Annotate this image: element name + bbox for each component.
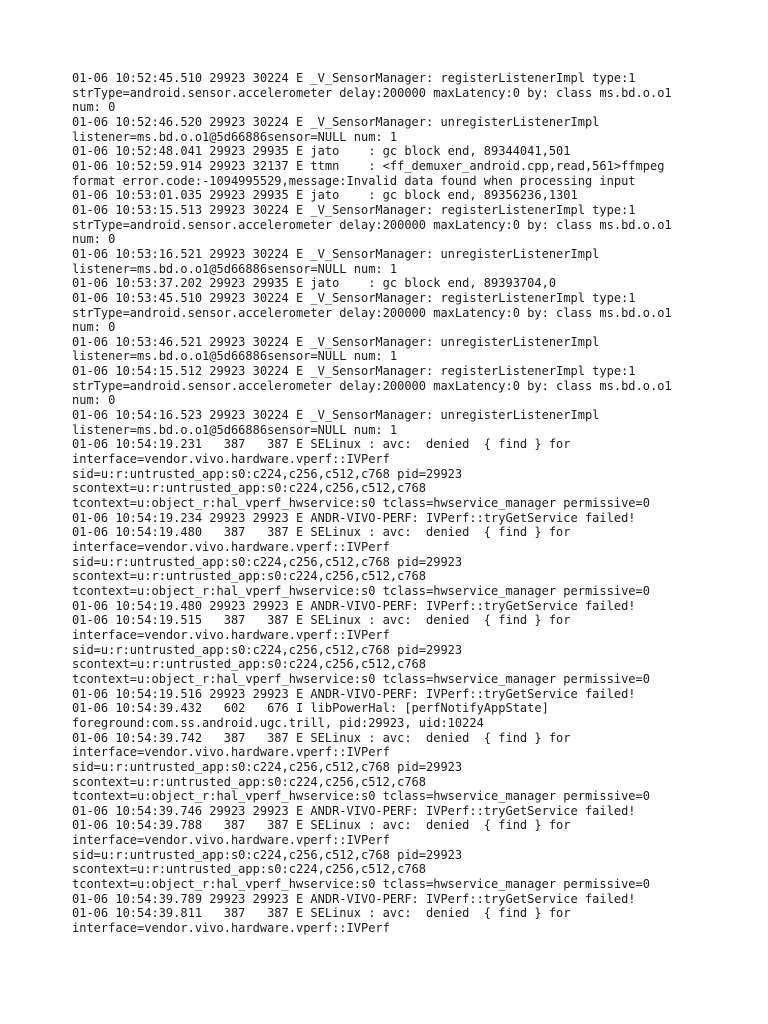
log-line: foreground:com.ss.android.ugc.trill, pid:29923, uid:10224 xyxy=(72,715,484,730)
log-output xyxy=(72,71,732,936)
log-line: interface=vendor.vivo.hardware.vperf::IVPerf xyxy=(72,921,390,936)
log-line: interface=vendor.vivo.hardware.vperf::IVPerf xyxy=(72,745,390,760)
log-line: interface=vendor.vivo.hardware.vperf::IVPerf xyxy=(72,627,390,642)
log-line: 01-06 10:53:15.513 29923 30224 E _V_SensorManager: registerListenerImpl type:1 xyxy=(72,202,636,217)
log-line: 01-06 10:52:45.510 29923 30224 E _V_SensorManager: registerListenerImpl type:1 xyxy=(72,71,636,85)
log-line: sid=u:r:untrusted_app:s0:c224,c256,c512,c768 pid=29923 xyxy=(72,554,463,569)
log-line: 01-06 10:54:19.480 387 387 E SELinux : avc: denied { find } for xyxy=(72,525,571,540)
log-line: num: 0 xyxy=(72,320,116,335)
log-line: 01-06 10:54:16.523 29923 30224 E _V_SensorManager: unregisterListenerImpl xyxy=(72,408,600,423)
log-line: 01-06 10:54:39.432 602 676 I libPowerHal: [perfNotifyAppState] xyxy=(72,701,549,716)
log-line: 01-06 10:54:39.811 387 387 E SELinux : avc: denied { find } for xyxy=(72,906,571,921)
log-line: scontext=u:r:untrusted_app:s0:c224,c256,c512,c768 xyxy=(72,657,427,672)
log-line: sid=u:r:untrusted_app:s0:c224,c256,c512,c768 pid=29923 xyxy=(72,759,463,774)
log-line: tcontext=u:object_r:hal_vperf_hwservice:s0 tclass=hwservice_manager permissive=0 xyxy=(72,671,650,686)
log-line: 01-06 10:54:15.512 29923 30224 E _V_SensorManager: registerListenerImpl type:1 xyxy=(72,364,636,379)
log-line: tcontext=u:object_r:hal_vperf_hwservice:s0 tclass=hwservice_manager permissive=0 xyxy=(72,583,650,598)
log-line: format error.code:-1094995529,message:Invalid data found when processing input xyxy=(72,173,636,188)
log-line: 01-06 10:54:19.515 387 387 E SELinux : avc: denied { find } for xyxy=(72,613,571,628)
log-line: 01-06 10:54:19.516 29923 29923 E ANDR-VIVO-PERF: IVPerf::tryGetService failed! xyxy=(72,686,636,701)
log-line: scontext=u:r:untrusted_app:s0:c224,c256,c512,c768 xyxy=(72,774,427,789)
log-line: scontext=u:r:untrusted_app:s0:c224,c256,c512,c768 xyxy=(72,569,427,584)
log-line: interface=vendor.vivo.hardware.vperf::IVPerf xyxy=(72,540,390,554)
log-line: 01-06 10:53:46.521 29923 30224 E _V_SensorManager: unregisterListenerImpl xyxy=(72,334,600,349)
log-line: 01-06 10:54:39.788 387 387 E SELinux : avc: denied { find } for xyxy=(72,818,571,833)
log-line: listener=ms.bd.o.o1@5d66886sensor=NULL num: 1 xyxy=(72,129,398,144)
log-line: 01-06 10:53:45.510 29923 30224 E _V_SensorManager: registerListenerImpl type:1 xyxy=(72,290,636,305)
log-line: 01-06 10:53:16.521 29923 30224 E _V_SensorManager: unregisterListenerImpl xyxy=(72,246,600,261)
log-line: interface=vendor.vivo.hardware.vperf::IVPerf xyxy=(72,833,390,848)
log-line: num: 0 xyxy=(72,232,116,247)
log-line: 01-06 10:54:39.742 387 387 E SELinux : avc: denied { find } for xyxy=(72,730,571,745)
log-line: tcontext=u:object_r:hal_vperf_hwservice:s0 tclass=hwservice_manager permissive=0 xyxy=(72,877,650,892)
log-line: 01-06 10:54:19.234 29923 29923 E ANDR-VIVO-PERF: IVPerf::tryGetService failed! xyxy=(72,510,636,525)
log-line: sid=u:r:untrusted_app:s0:c224,c256,c512,c768 pid=29923 xyxy=(72,642,463,657)
log-line: 01-06 10:53:37.202 29923 29935 E jato : gc block end, 89393704,0 xyxy=(72,276,557,291)
log-line: 01-06 10:52:48.041 29923 29935 E jato : gc block end, 89344041,501 xyxy=(72,144,571,159)
log-line: sid=u:r:untrusted_app:s0:c224,c256,c512,c768 pid=29923 xyxy=(72,466,463,481)
log-line: strType=android.sensor.accelerometer delay:200000 maxLatency:0 by: class ms.bd.o.o1 xyxy=(72,217,672,232)
log-line: tcontext=u:object_r:hal_vperf_hwservice:s0 tclass=hwservice_manager permissive=0 xyxy=(72,789,650,804)
log-line: listener=ms.bd.o.o1@5d66886sensor=NULL num: 1 xyxy=(72,422,398,437)
log-line: scontext=u:r:untrusted_app:s0:c224,c256,c512,c768 xyxy=(72,862,427,877)
log-line: strType=android.sensor.accelerometer delay:200000 maxLatency:0 by: class ms.bd.o.o1 xyxy=(72,378,672,393)
log-line: num: 0 xyxy=(72,393,116,408)
log-line: tcontext=u:object_r:hal_vperf_hwservice:s0 tclass=hwservice_manager permissive=0 xyxy=(72,496,650,511)
log-line: 01-06 10:54:19.480 29923 29923 E ANDR-VIVO-PERF: IVPerf::tryGetService failed! xyxy=(72,598,636,613)
log-line: 01-06 10:54:39.789 29923 29923 E ANDR-VIVO-PERF: IVPerf::tryGetService failed! xyxy=(72,891,636,906)
log-line: 01-06 10:53:01.035 29923 29935 E jato : gc block end, 89356236,1301 xyxy=(72,188,578,203)
log-line: listener=ms.bd.o.o1@5d66886sensor=NULL num: 1 xyxy=(72,349,398,364)
log-line: 01-06 10:54:19.231 387 387 E SELinux : avc: denied { find } for xyxy=(72,437,571,452)
log-line: 01-06 10:52:59.914 29923 32137 E ttmn : <ff_demuxer_android.cpp,read,561>ffmpeg xyxy=(72,158,665,173)
log-line: sid=u:r:untrusted_app:s0:c224,c256,c512,c768 pid=29923 xyxy=(72,847,463,862)
log-line: interface=vendor.vivo.hardware.vperf::IVPerf xyxy=(72,452,390,467)
log-line: listener=ms.bd.o.o1@5d66886sensor=NULL num: 1 xyxy=(72,261,398,276)
log-line: strType=android.sensor.accelerometer delay:200000 maxLatency:0 by: class ms.bd.o.o1 xyxy=(72,305,672,320)
log-line: scontext=u:r:untrusted_app:s0:c224,c256,c512,c768 xyxy=(72,481,427,496)
log-line: 01-06 10:54:39.746 29923 29923 E ANDR-VIVO-PERF: IVPerf::tryGetService failed! xyxy=(72,803,636,818)
log-line: strType=android.sensor.accelerometer delay:200000 maxLatency:0 by: class ms.bd.o.o1 xyxy=(72,85,672,100)
log-line: 01-06 10:52:46.520 29923 30224 E _V_SensorManager: unregisterListenerImpl xyxy=(72,114,600,129)
log-line: num: 0 xyxy=(72,100,116,115)
